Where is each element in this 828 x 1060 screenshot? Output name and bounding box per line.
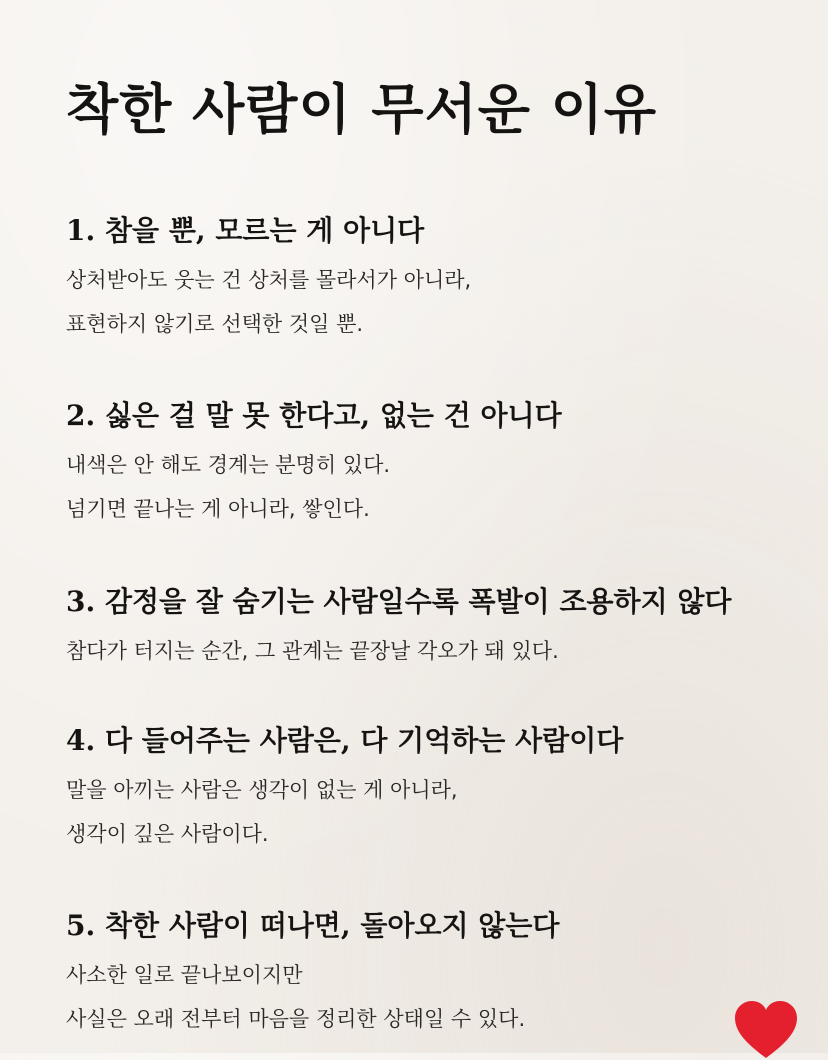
- section-line: 상처받아도 웃는 건 상처를 몰라서가 아니라,: [66, 268, 472, 292]
- section-2: [66, 398, 806, 531]
- section-5: [66, 908, 806, 1041]
- section-heading: 3. 감정을 잘 숨기는 사람일수록 폭발이 조용하지 않다: [66, 585, 732, 618]
- section-3: [66, 584, 806, 673]
- section-line: 표현하지 않기로 선택한 것일 뿐.: [66, 312, 364, 336]
- section-heading: 2. 싫은 걸 말 못 한다고, 없는 건 아니다: [66, 399, 562, 432]
- section-line: 참다가 터지는 순간, 그 관계는 끝장날 각오가 돼 있다.: [66, 639, 559, 663]
- section-line: 넘기면 끝나는 게 아니라, 쌓인다.: [66, 497, 370, 521]
- section-line: 생각이 깊은 사람이다.: [66, 822, 269, 846]
- section-line: 사실은 오래 전부터 마음을 정리한 상태일 수 있다.: [66, 1007, 526, 1031]
- heart-icon: [733, 1000, 799, 1060]
- heart-shape: [735, 1001, 797, 1058]
- section-line: 사소한 일로 끝나보이지만: [66, 963, 303, 987]
- section-4: [66, 723, 806, 856]
- section-line: 내색은 안 해도 경계는 분명히 있다.: [66, 453, 391, 477]
- section-1: [66, 213, 806, 346]
- section-heading: 4. 다 들어주는 사람은, 다 기억하는 사람이다: [66, 724, 624, 757]
- section-line: 말을 아끼는 사람은 생각이 없는 게 아니라,: [66, 778, 458, 802]
- page-title: 착한 사람이 무서운 이유: [66, 78, 658, 141]
- section-heading: 5. 착한 사람이 떠나면, 돌아오지 않는다: [66, 909, 560, 942]
- section-heading: 1. 참을 뿐, 모르는 게 아니다: [66, 214, 425, 247]
